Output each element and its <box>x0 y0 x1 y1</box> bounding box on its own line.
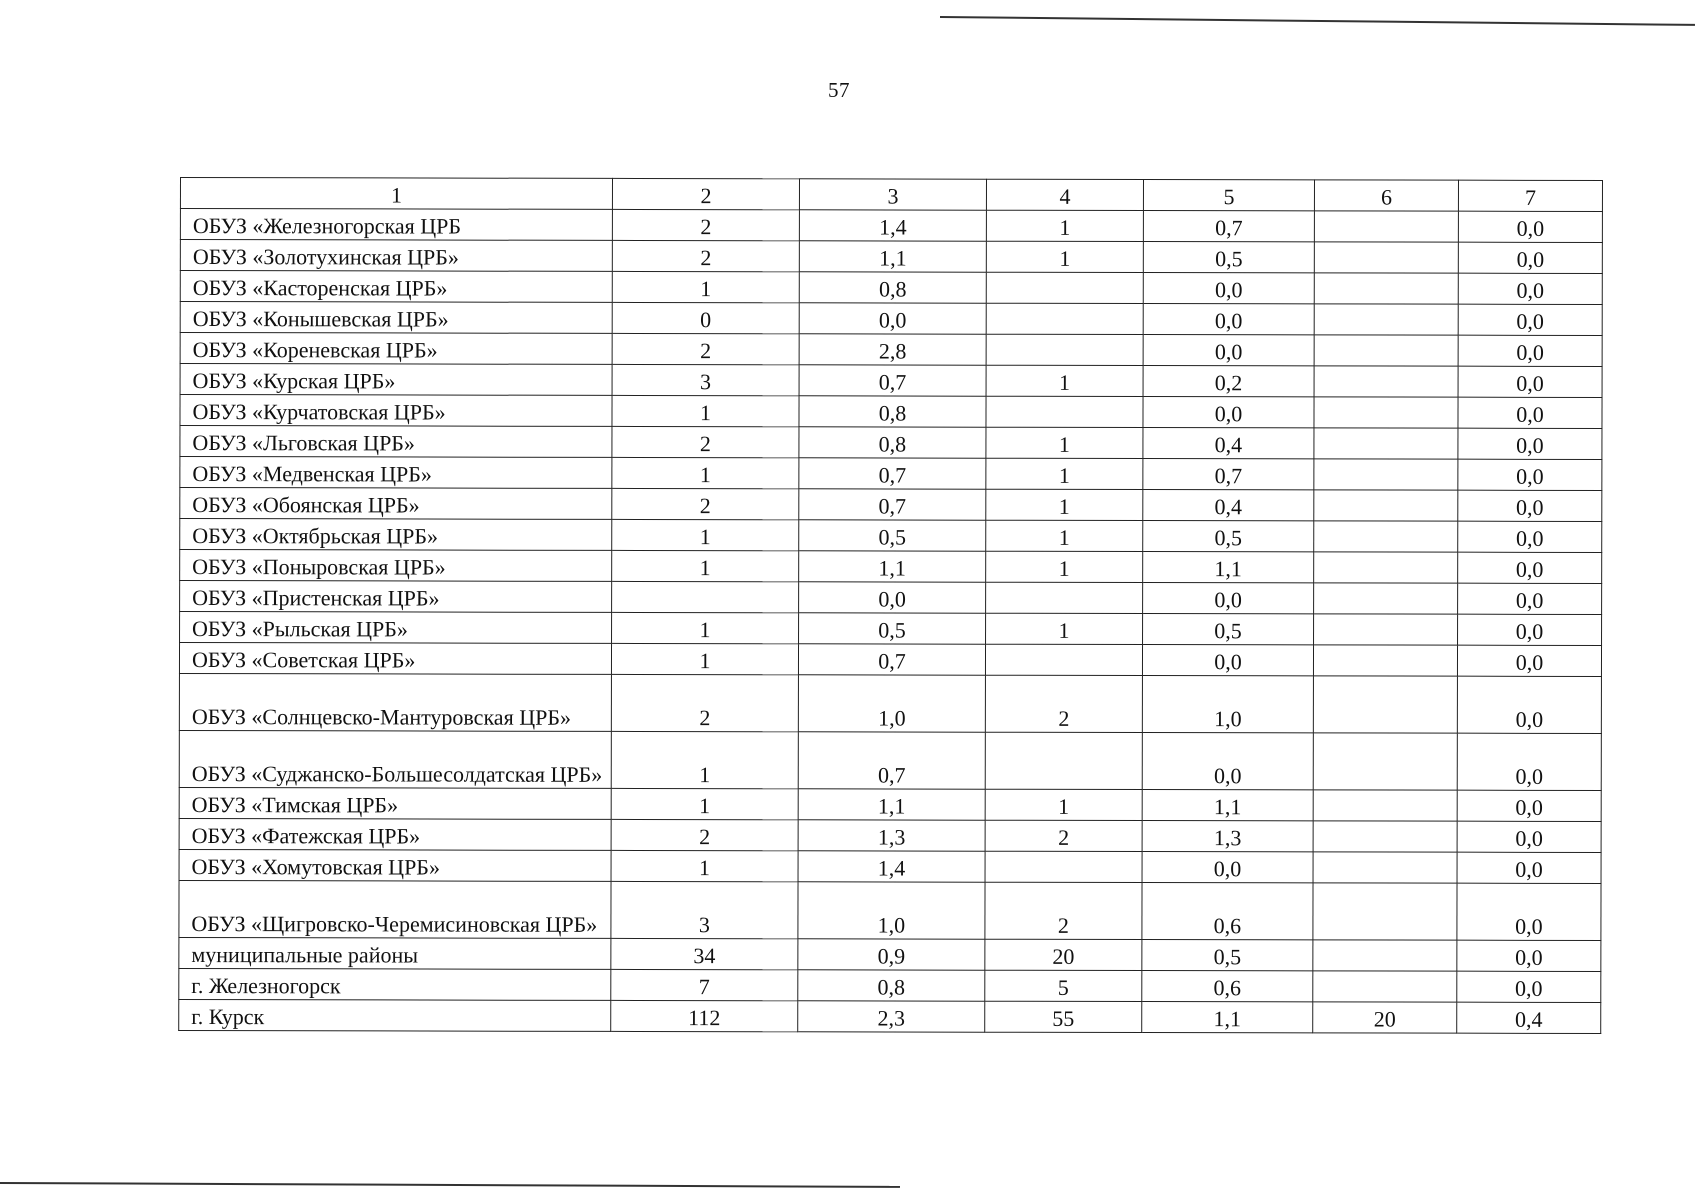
table-cell-col-7: 0,0 <box>1458 490 1602 521</box>
data-table <box>178 177 1603 1034</box>
table-cell-col-3: 1,4 <box>798 851 985 882</box>
table-cell-col-2: 2 <box>612 209 799 240</box>
table-cell-col-3: 1,3 <box>798 820 985 851</box>
table-cell-col-5: 0,0 <box>1142 852 1313 883</box>
table-cell-col-5: 1,3 <box>1142 821 1313 852</box>
table-cell-col-6 <box>1313 940 1457 971</box>
table-cell-col-5: 0,0 <box>1143 273 1314 304</box>
table-cell-col-2: 3 <box>612 364 799 395</box>
institution-name-cell: г. Железногорск <box>179 968 611 1000</box>
table-cell-col-6 <box>1314 304 1458 335</box>
table-row <box>180 209 1602 243</box>
table-cell-col-5: 0,0 <box>1143 304 1314 335</box>
table-cell-col-6 <box>1313 645 1457 676</box>
table-cell-col-7: 0,0 <box>1457 821 1601 852</box>
table-row <box>180 488 1602 522</box>
table-cell-col-3: 0,7 <box>799 458 986 489</box>
column-header-2: 2 <box>612 178 799 209</box>
institution-name-cell: ОБУЗ «Золотухинская ЦРБ» <box>180 240 612 272</box>
table-row <box>179 849 1601 883</box>
table-cell-col-2: 3 <box>611 881 798 938</box>
table-cell-col-6 <box>1314 335 1458 366</box>
table-cell-col-2: 2 <box>611 819 798 850</box>
table-cell-col-2: 1 <box>612 612 799 643</box>
column-header-4: 4 <box>986 179 1143 210</box>
table-cell-col-3: 0,8 <box>798 970 985 1001</box>
institution-name-cell: ОБУЗ «Конышевская ЦРБ» <box>180 302 612 334</box>
table-cell-col-5: 0,5 <box>1143 614 1314 645</box>
table-cell-col-6 <box>1314 273 1458 304</box>
table-cell-col-4: 20 <box>985 939 1142 970</box>
table-row <box>180 612 1602 646</box>
table-cell-col-4: 1 <box>986 520 1143 551</box>
table-cell-col-7: 0,0 <box>1457 645 1601 676</box>
institution-name-cell: ОБУЗ «Курская ЦРБ» <box>180 364 612 396</box>
table-cell-col-2: 2 <box>612 426 799 457</box>
table-cell-col-6 <box>1314 583 1458 614</box>
institution-name-cell: ОБУЗ «Кореневская ЦРБ» <box>180 333 612 365</box>
table-cell-col-3: 0,7 <box>799 365 986 396</box>
table-cell-col-4: 1 <box>986 365 1143 396</box>
table-cell-col-3: 0,8 <box>799 396 986 427</box>
table-cell-col-4: 1 <box>985 789 1142 820</box>
table-cell-col-4 <box>985 732 1142 789</box>
table-cell-col-7: 0,0 <box>1458 242 1602 273</box>
table-cell-col-4: 2 <box>985 675 1142 732</box>
table-cell-col-2: 2 <box>612 333 799 364</box>
table-cell-col-6: 20 <box>1313 1002 1457 1033</box>
table-cell-col-2: 1 <box>611 850 798 881</box>
table-cell-col-3: 1,0 <box>798 675 985 732</box>
table-cell-col-7: 0,4 <box>1457 1002 1601 1033</box>
table-cell-col-4: 1 <box>986 613 1143 644</box>
table-cell-col-3: 0,7 <box>798 644 985 675</box>
table-row <box>180 457 1602 491</box>
table-row <box>180 333 1602 367</box>
table-cell-col-6 <box>1313 971 1457 1002</box>
table-cell-col-2: 2 <box>612 488 799 519</box>
institution-name-cell: ОБУЗ «Солнцевско-Мантуровская ЦРБ» <box>179 673 611 731</box>
table-cell-col-6 <box>1314 242 1458 273</box>
table-cell-col-4: 1 <box>986 551 1143 582</box>
table-cell-col-6 <box>1314 397 1458 428</box>
table-cell-col-6 <box>1313 676 1457 733</box>
table-cell-col-7: 0,0 <box>1458 397 1602 428</box>
institution-name-cell: ОБУЗ «Октябрьская ЦРБ» <box>180 519 612 551</box>
column-header-6: 6 <box>1314 180 1458 211</box>
table-row <box>179 730 1601 790</box>
table-cell-col-7: 0,0 <box>1458 211 1602 242</box>
table-cell-col-6 <box>1313 733 1457 790</box>
table-row <box>180 395 1602 429</box>
table-cell-col-4: 1 <box>986 489 1143 520</box>
table-cell-col-6 <box>1314 521 1458 552</box>
table-cell-col-2: 1 <box>611 731 798 788</box>
table-cell-col-4: 1 <box>986 458 1143 489</box>
table-row <box>179 643 1601 677</box>
table-cell-col-3: 0,5 <box>799 613 986 644</box>
scan-edge-bottom <box>0 1182 900 1188</box>
table-cell-col-3: 0,7 <box>798 732 985 789</box>
institution-name-cell: ОБУЗ «Медвенская ЦРБ» <box>180 457 612 489</box>
table-cell-col-7: 0,0 <box>1458 552 1602 583</box>
table-cell-col-2: 1 <box>612 457 799 488</box>
table-cell-col-6 <box>1314 614 1458 645</box>
table-cell-col-2: 1 <box>612 550 799 581</box>
table-row <box>179 818 1601 852</box>
table-row <box>180 271 1602 305</box>
table-cell-col-5: 0,7 <box>1143 211 1314 242</box>
table-cell-col-5: 1,1 <box>1142 1002 1313 1033</box>
table-cell-col-2: 1 <box>612 271 799 302</box>
table-cell-col-7: 0,0 <box>1457 733 1601 790</box>
table-row <box>180 550 1602 584</box>
table-row <box>179 880 1601 940</box>
institution-name-cell: ОБУЗ «Рыльская ЦРБ» <box>180 612 612 644</box>
table-cell-col-2: 2 <box>611 674 798 731</box>
table-cell-col-5: 0,5 <box>1143 242 1314 273</box>
table-cell-col-5: 0,5 <box>1143 521 1314 552</box>
page-number: 57 <box>828 78 850 102</box>
table-cell-col-4: 5 <box>985 970 1142 1001</box>
table-cell-col-5: 0,2 <box>1143 366 1314 397</box>
table-cell-col-5: 1,1 <box>1142 790 1313 821</box>
table-cell-col-3: 1,1 <box>799 551 986 582</box>
table-cell-col-4 <box>986 303 1143 334</box>
table-cell-col-7: 0,0 <box>1457 971 1601 1002</box>
table-cell-col-5: 0,4 <box>1143 428 1314 459</box>
table-cell-col-2: 1 <box>612 519 799 550</box>
table-cell-col-4 <box>985 851 1142 882</box>
table-row <box>179 968 1601 1002</box>
table-cell-col-6 <box>1313 821 1457 852</box>
table-cell-col-4: 1 <box>986 241 1143 272</box>
table-cell-col-3: 0,0 <box>799 303 986 334</box>
table-cell-col-7: 0,0 <box>1458 273 1602 304</box>
table-cell-col-5: 0,0 <box>1142 645 1313 676</box>
table-row <box>179 673 1601 733</box>
table-row <box>180 581 1602 615</box>
table-cell-col-4: 2 <box>985 820 1142 851</box>
table-cell-col-3: 0,5 <box>799 520 986 551</box>
table-cell-col-4: 1 <box>986 427 1143 458</box>
table-cell-col-6 <box>1314 211 1458 242</box>
institution-name-cell: ОБУЗ «Железногорская ЦРБ <box>180 209 612 241</box>
table-cell-col-6 <box>1314 366 1458 397</box>
institution-name-cell: ОБУЗ «Обоянская ЦРБ» <box>180 488 612 520</box>
table-cell-col-2: 0 <box>612 302 799 333</box>
table-cell-col-2: 34 <box>611 938 798 969</box>
table-cell-col-2 <box>612 581 799 612</box>
table-cell-col-6 <box>1314 552 1458 583</box>
table-row <box>179 937 1601 971</box>
table-cell-col-4 <box>985 644 1142 675</box>
institution-name-cell: ОБУЗ «Касторенская ЦРБ» <box>180 271 612 303</box>
institution-name-cell: г. Курск <box>179 999 611 1031</box>
table-body <box>179 209 1603 1034</box>
table-cell-col-6 <box>1314 490 1458 521</box>
table-cell-col-7: 0,0 <box>1458 366 1602 397</box>
institution-name-cell: ОБУЗ «Пристенская ЦРБ» <box>180 581 612 613</box>
table-cell-col-7: 0,0 <box>1458 428 1602 459</box>
table-cell-col-3: 2,3 <box>798 1001 985 1032</box>
table-cell-col-6 <box>1313 852 1457 883</box>
table-cell-col-6 <box>1314 428 1458 459</box>
table-row <box>180 519 1602 553</box>
table-row <box>180 240 1602 274</box>
table-cell-col-5: 0,0 <box>1143 583 1314 614</box>
table-cell-col-7: 0,0 <box>1458 614 1602 645</box>
table-cell-col-4 <box>986 272 1143 303</box>
table-cell-col-5: 0,4 <box>1143 490 1314 521</box>
institution-name-cell: ОБУЗ «Суджанско-Большесолдатская ЦРБ» <box>179 730 611 788</box>
table-cell-col-5: 0,0 <box>1143 397 1314 428</box>
table-cell-col-4 <box>986 396 1143 427</box>
table-cell-col-7: 0,0 <box>1458 335 1602 366</box>
table-cell-col-3: 0,0 <box>799 582 986 613</box>
column-header-7: 7 <box>1458 180 1602 211</box>
institution-name-cell: ОБУЗ «Поныровская ЦРБ» <box>180 550 612 582</box>
table-cell-col-3: 1,4 <box>799 210 986 241</box>
table-cell-col-7: 0,0 <box>1457 852 1601 883</box>
table-cell-col-5: 1,0 <box>1142 676 1313 733</box>
institution-name-cell: ОБУЗ «Хомутовская ЦРБ» <box>179 849 611 881</box>
table-cell-col-5: 0,7 <box>1143 459 1314 490</box>
table-cell-col-2: 1 <box>611 788 798 819</box>
table-cell-col-5: 0,0 <box>1143 335 1314 366</box>
table-cell-col-3: 2,8 <box>799 334 986 365</box>
table-row <box>179 787 1601 821</box>
institution-name-cell: муниципальные районы <box>179 937 611 969</box>
table-cell-col-4: 1 <box>986 210 1143 241</box>
institution-name-cell: ОБУЗ «Щигровско-Черемисиновская ЦРБ» <box>179 880 611 938</box>
institution-name-cell: ОБУЗ «Курчатовская ЦРБ» <box>180 395 612 427</box>
table-cell-col-7: 0,0 <box>1457 790 1601 821</box>
table-cell-col-5: 0,6 <box>1142 971 1313 1002</box>
table-cell-col-7: 0,0 <box>1457 883 1601 940</box>
table-cell-col-6 <box>1314 459 1458 490</box>
table-cell-col-7: 0,0 <box>1457 940 1601 971</box>
table-cell-col-4 <box>986 582 1143 613</box>
table-cell-col-3: 0,8 <box>799 427 986 458</box>
institution-name-cell: ОБУЗ «Тимская ЦРБ» <box>179 787 611 819</box>
institution-name-cell: ОБУЗ «Советская ЦРБ» <box>179 643 611 675</box>
table-cell-col-7: 0,0 <box>1458 583 1602 614</box>
table-cell-col-2: 2 <box>612 240 799 271</box>
table-cell-col-2: 1 <box>612 395 799 426</box>
data-table-container <box>178 177 1602 1034</box>
table-cell-col-3: 1,1 <box>799 241 986 272</box>
table-cell-col-7: 0,0 <box>1457 676 1601 733</box>
table-cell-col-3: 0,9 <box>798 939 985 970</box>
table-cell-col-3: 0,8 <box>799 272 986 303</box>
column-header-1: 1 <box>180 178 612 210</box>
table-cell-col-7: 0,0 <box>1458 521 1602 552</box>
table-cell-col-7: 0,0 <box>1458 459 1602 490</box>
column-header-3: 3 <box>799 179 986 210</box>
table-cell-col-2: 1 <box>611 643 798 674</box>
table-row <box>180 426 1602 460</box>
table-cell-col-5: 1,1 <box>1143 552 1314 583</box>
table-cell-col-3: 1,1 <box>798 789 985 820</box>
table-row <box>179 999 1601 1033</box>
table-cell-col-3: 1,0 <box>798 882 985 939</box>
table-row <box>180 364 1602 398</box>
table-cell-col-5: 0,5 <box>1142 940 1313 971</box>
table-header-row <box>180 178 1602 212</box>
table-cell-col-5: 0,0 <box>1142 733 1313 790</box>
column-header-5: 5 <box>1143 180 1314 211</box>
table-cell-col-6 <box>1313 790 1457 821</box>
institution-name-cell: ОБУЗ «Фатежская ЦРБ» <box>179 818 611 850</box>
table-cell-col-4: 2 <box>985 882 1142 939</box>
table-cell-col-2: 112 <box>611 1000 798 1031</box>
table-cell-col-6 <box>1313 883 1457 940</box>
scan-edge-top <box>940 0 1695 26</box>
table-cell-col-4: 55 <box>985 1001 1142 1032</box>
table-row <box>180 302 1602 336</box>
table-cell-col-2: 7 <box>611 969 798 1000</box>
table-cell-col-7: 0,0 <box>1458 304 1602 335</box>
institution-name-cell: ОБУЗ «Льговская ЦРБ» <box>180 426 612 458</box>
table-cell-col-3: 0,7 <box>799 489 986 520</box>
table-cell-col-4 <box>986 334 1143 365</box>
table-cell-col-5: 0,6 <box>1142 883 1313 940</box>
